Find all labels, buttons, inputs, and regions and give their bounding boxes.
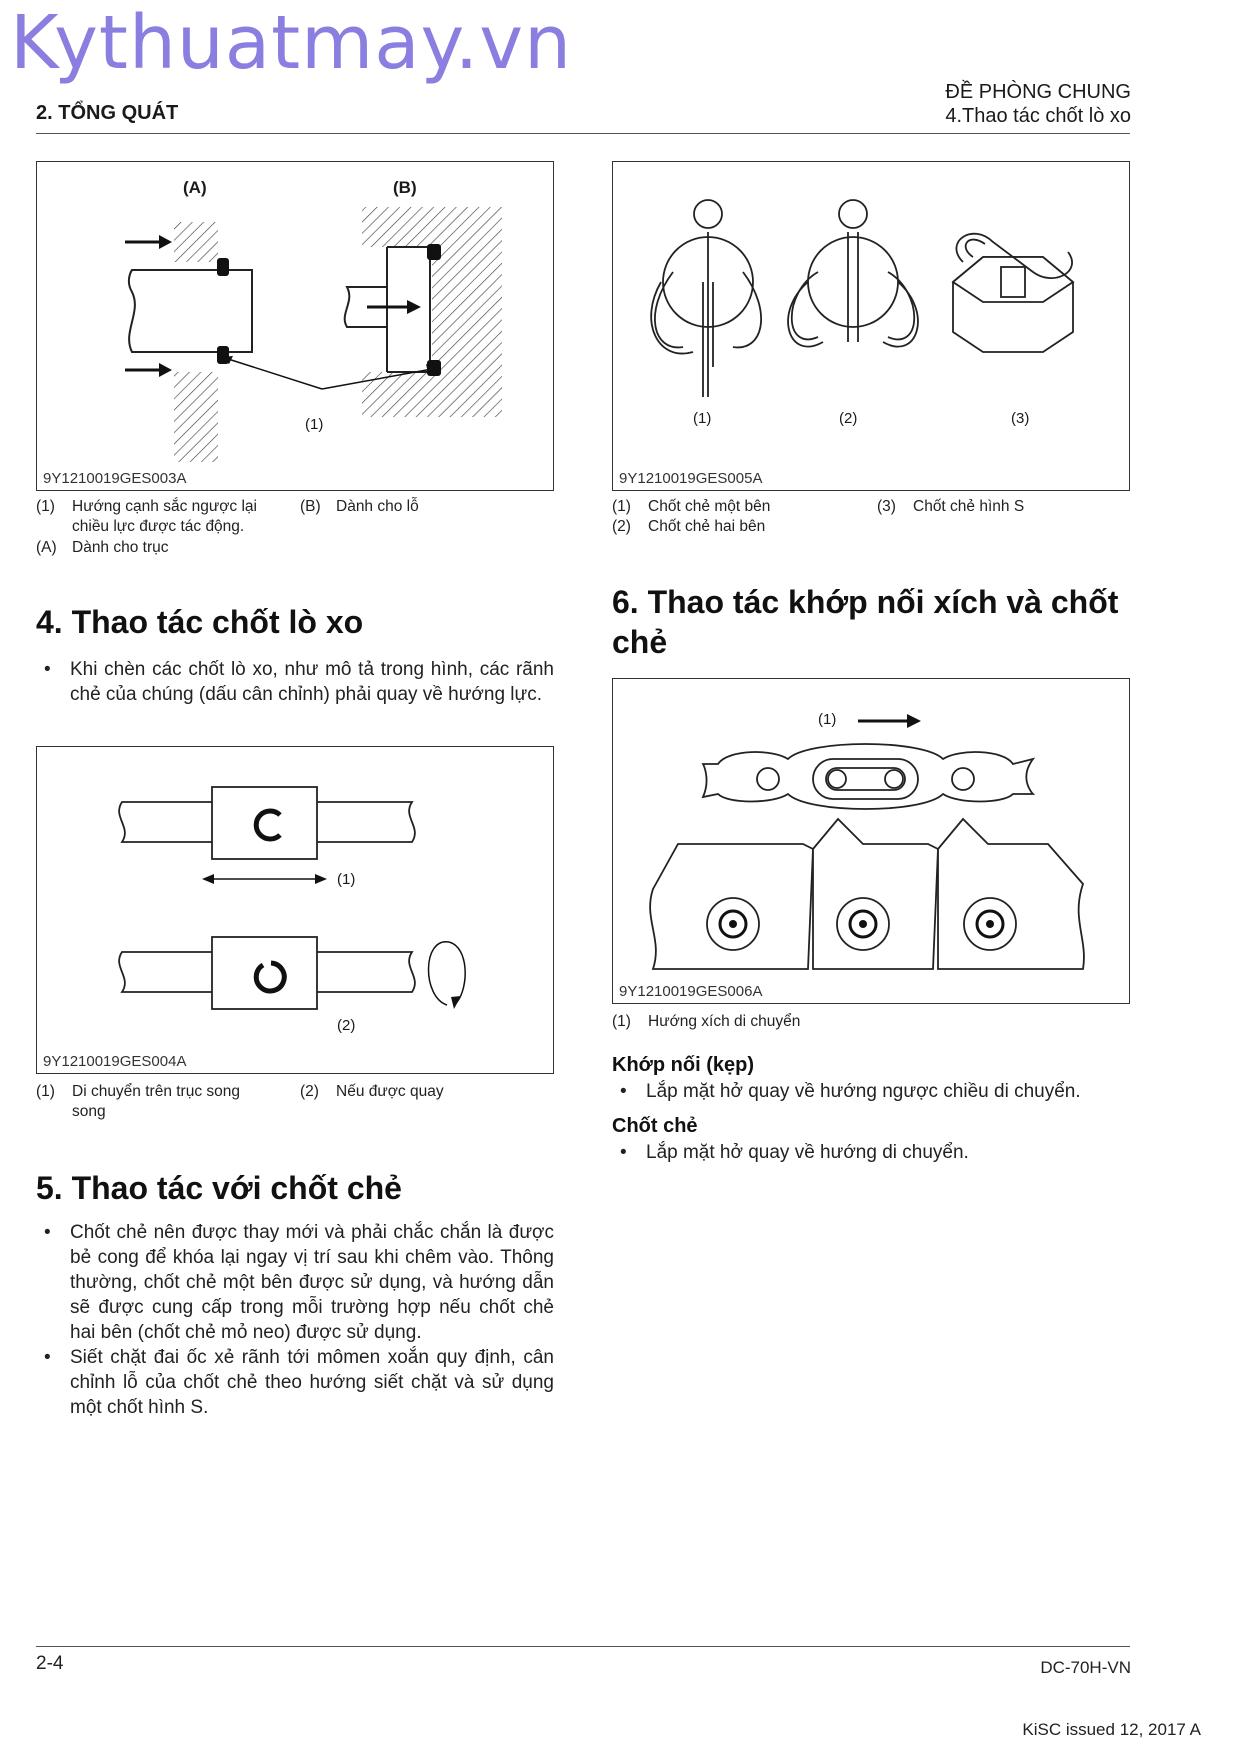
fig3-label-1: (1) xyxy=(337,871,356,888)
caption-text: Di chuyển trên trục song song xyxy=(72,1083,241,1120)
caption-number: (1) xyxy=(612,1013,631,1030)
section-header: 2. TỔNG QUÁT xyxy=(36,102,179,124)
fig2-label-1: (1) xyxy=(693,410,712,427)
caption-number: (3) xyxy=(877,498,896,515)
fig3-label-2: (2) xyxy=(337,1017,356,1034)
figure-cotter-pins xyxy=(612,161,1130,491)
bullet-mark: • xyxy=(620,1142,627,1163)
spring-pin-diagram xyxy=(37,747,555,1075)
fig1-caption-1 xyxy=(36,497,276,537)
figure-chain-joint xyxy=(612,678,1130,1004)
caption-number: (1) xyxy=(612,498,631,515)
cotter-pin-diagram xyxy=(613,162,1131,492)
caption-text: Dành cho trục xyxy=(72,539,169,556)
caption-text: Chốt chẻ hai bên xyxy=(648,518,766,535)
watermark-logo: Kythuatmay.vn xyxy=(10,0,573,86)
clip-joint-body xyxy=(612,1079,1142,1104)
caption-text: Dành cho lỗ xyxy=(336,498,419,515)
caption-text: Hướng cạnh sắc ngược lại chiều lực được tác động. xyxy=(72,498,257,535)
fig3-caption-2 xyxy=(300,1082,550,1102)
chain-joint-diagram xyxy=(613,679,1131,1005)
caption-text: Chốt chẻ hình S xyxy=(913,498,1025,515)
cotter-pin-bullet xyxy=(612,1140,1130,1165)
caption-number: (A) xyxy=(36,539,57,556)
fig4-label-1: (1) xyxy=(818,711,837,728)
section4-title: 4. Thao tác chốt lò xo xyxy=(36,604,364,640)
section4-body xyxy=(36,657,554,707)
caption-text: Chốt chẻ một bên xyxy=(648,498,771,515)
doc-code: DC-70H-VN xyxy=(1040,1658,1131,1677)
issue-info: KiSC issued 12, 2017 A xyxy=(1022,1720,1201,1739)
snap-ring-diagram xyxy=(37,162,555,492)
section4-bullet xyxy=(36,657,554,707)
fig3-caption-1 xyxy=(36,1082,276,1122)
section5-bullet xyxy=(36,1220,554,1345)
fig1-caption-b xyxy=(300,497,550,517)
fig1-label-b: (B) xyxy=(393,178,417,197)
subheading-clip-joint: Khớp nối (kẹp) xyxy=(612,1054,754,1076)
fig2-caption-1 xyxy=(612,497,862,517)
caption-number: (1) xyxy=(36,498,55,515)
figure-snap-ring-direction xyxy=(36,161,554,491)
bullet-mark: • xyxy=(44,659,51,680)
bullet-mark: • xyxy=(620,1081,627,1102)
fig2-caption-3 xyxy=(877,497,1127,517)
fig2-code: 9Y1210019GES005A xyxy=(619,470,763,487)
fig4-caption-1 xyxy=(612,1012,1012,1032)
section5-body xyxy=(36,1220,554,1420)
bullet-text: Lắp mặt hở quay về hướng ngược chiều di chuyển. xyxy=(646,1081,1081,1102)
caption-number: (2) xyxy=(300,1083,319,1100)
subheading-cotter-pin: Chốt chẻ xyxy=(612,1115,698,1137)
bullet-text: Chốt chẻ nên được thay mới và phải chắc chắn là được bẻ cong để khóa lại ngay vị trí sau khi chêm vào. Thông thường, chốt chẻ một bên được sử dụng, và hướng dẫn sẽ được cung cấp trong mỗi trường hợp nếu chốt chẻ hai bên (chốt chẻ mỏ neo) được sử dụng. xyxy=(70,1222,554,1343)
fig1-label-a: (A) xyxy=(183,178,207,197)
section5-title: 5. Thao tác với chốt chẻ xyxy=(36,1170,402,1206)
caption-number: (1) xyxy=(36,1083,55,1100)
bullet-mark: • xyxy=(44,1222,51,1243)
fig3-code: 9Y1210019GES004A xyxy=(43,1053,187,1070)
clip-joint-bullet xyxy=(612,1079,1142,1104)
running-header-topic: 4.Thao tác chốt lò xo xyxy=(945,105,1131,127)
caption-number: (2) xyxy=(612,518,631,535)
section6-title: 6. Thao tác khớp nối xích và chốt chẻ xyxy=(612,584,1119,660)
caption-number: (B) xyxy=(300,498,321,515)
footer-rule xyxy=(36,1646,1130,1647)
caption-text: Nếu được quay xyxy=(336,1083,444,1100)
fig1-code: 9Y1210019GES003A xyxy=(43,470,187,487)
fig4-code: 9Y1210019GES006A xyxy=(619,983,763,1000)
bullet-text: Khi chèn các chốt lò xo, như mô tả trong hình, các rãnh chẻ của chúng (dấu cân chỉnh) phải quay về hướng lực. xyxy=(70,659,554,705)
figure-spring-pin-orientation xyxy=(36,746,554,1074)
cotter-pin-body xyxy=(612,1140,1130,1165)
caption-text: Hướng xích di chuyển xyxy=(648,1013,801,1030)
bullet-text: Lắp mặt hở quay về hướng di chuyển. xyxy=(646,1142,969,1163)
section5-bullet xyxy=(36,1345,554,1420)
fig2-label-3: (3) xyxy=(1011,410,1030,427)
bullet-text: Siết chặt đai ốc xẻ rãnh tới mômen xoắn quy định, cân chỉnh lỗ của chốt chẻ theo hướng siết chặt và sử dụng một chốt hình S. xyxy=(70,1347,554,1418)
page-number: 2-4 xyxy=(36,1653,64,1674)
fig2-caption-2 xyxy=(612,517,862,537)
fig1-label-1: (1) xyxy=(305,416,324,433)
running-header-chapter: ĐỀ PHÒNG CHUNG xyxy=(945,81,1131,103)
bullet-mark: • xyxy=(44,1347,51,1368)
fig1-caption-a xyxy=(36,538,286,558)
running-header xyxy=(945,80,1131,128)
header-rule xyxy=(36,133,1130,134)
fig2-label-2: (2) xyxy=(839,410,858,427)
